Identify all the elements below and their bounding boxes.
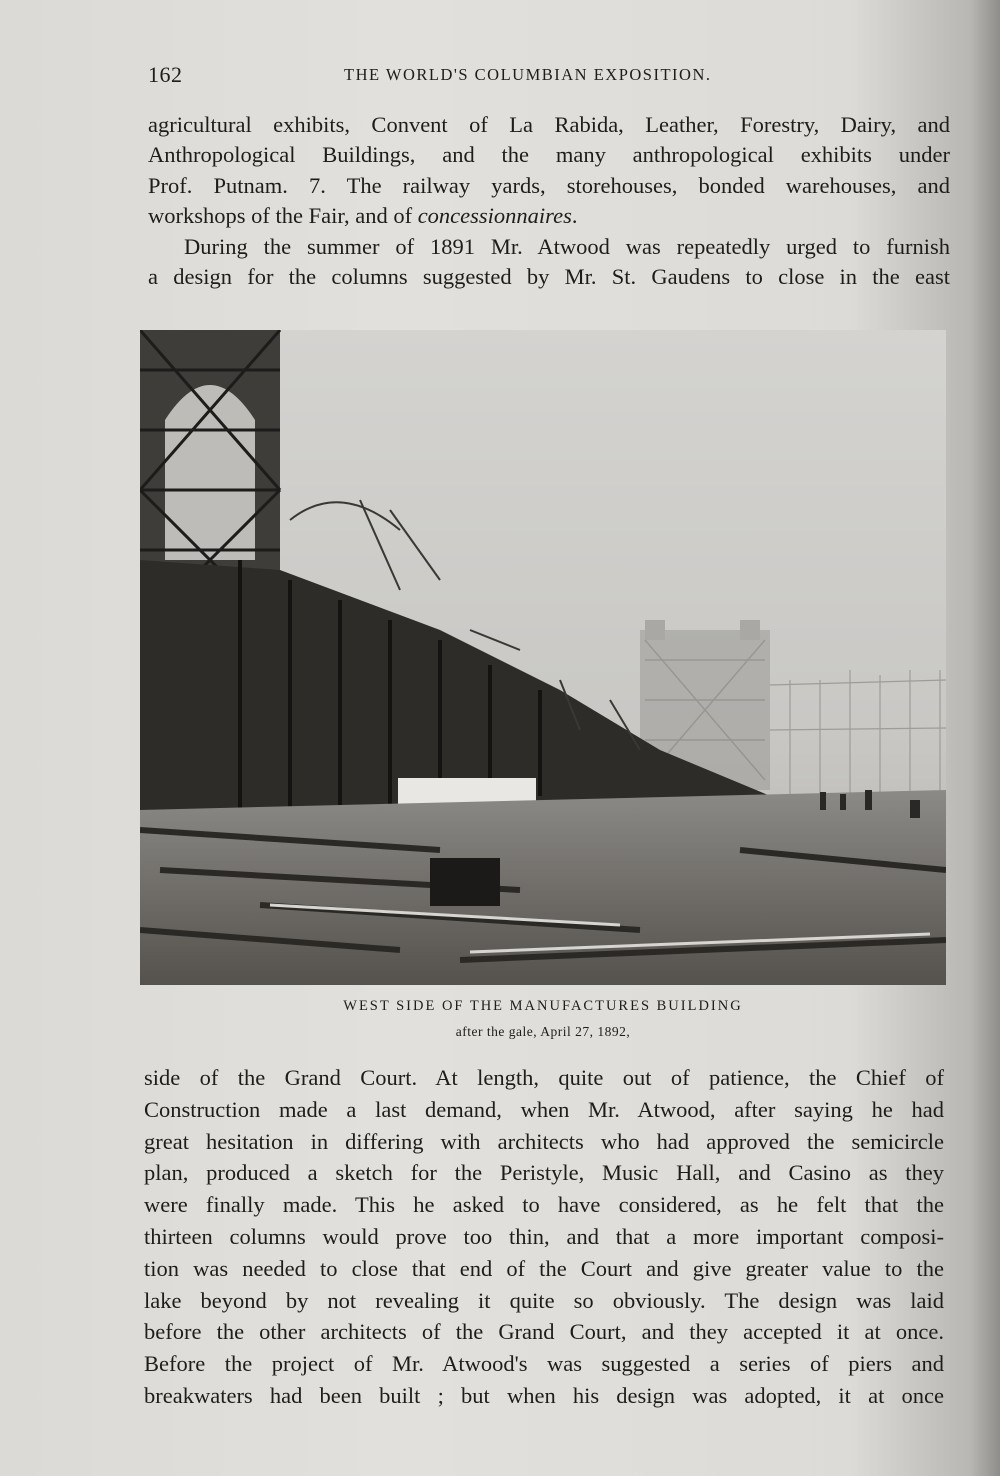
text-line: were finally made. This he asked to have considered, as he felt that the [144, 1192, 944, 1218]
text-line: Anthropological Buildings, and the many anthropological exhibits under [148, 142, 950, 168]
text-line: Construction made a last demand, when Mr. Atwood, after saying he had [144, 1096, 944, 1122]
text-line: a design for the columns suggested by Mr. St. Gaudens to close in the east [148, 264, 950, 290]
running-head [148, 62, 950, 90]
text-line: During the summer of 1891 Mr. Atwood was repeatedly urged to furnish [184, 234, 950, 259]
text-line: plan, produced a sketch for the Peristyle, Music Hall, and Casino as they [144, 1160, 944, 1186]
running-title: THE WORLD'S COLUMBIAN EXPOSITION. [344, 65, 712, 84]
text-line [148, 201, 950, 231]
paragraph-2 [148, 232, 950, 293]
text-line: before the other architects of the Grand Court, and they accepted it at once. [144, 1319, 944, 1345]
halftone-photograph [140, 330, 946, 985]
text-line: agricultural exhibits, Convent of La Rabida, Leather, Forestry, Dairy, and [148, 112, 950, 137]
text-line: breakwaters had been built ; but when his design was adopted, it at once [144, 1382, 944, 1408]
text-run: . [571, 202, 578, 228]
italic-term: concessionnaires [417, 202, 572, 228]
text-line: thirteen columns would prove too thin, and that a more important composi- [144, 1223, 944, 1249]
text-line: Prof. Putnam. 7. The railway yards, storehouses, bonded warehouses, and [148, 172, 950, 198]
text-line: great hesitation in differing with architects who had approved the semicircle [144, 1128, 944, 1154]
text-run: workshops of the Fair, and of [148, 202, 418, 228]
text-line: side of the Grand Court. At length, quite out of patience, the Chief of [144, 1065, 944, 1090]
lumber-debris-ground [140, 790, 946, 985]
paragraph-1 [148, 110, 950, 231]
figure-caption-subtitle: after the gale, April 27, 1892, [455, 1024, 631, 1039]
text-line: tion was needed to close that end of the Court and give greater value to the [144, 1255, 944, 1281]
page-number: 162 [148, 62, 183, 87]
figure-caption-title: WEST SIDE OF THE MANUFACTURES BUILDING [343, 998, 743, 1014]
text-line: lake beyond by not revealing it quite so obviously. The design was laid [144, 1287, 944, 1313]
photograph-rendering [140, 330, 946, 985]
text-line: Before the project of Mr. Atwood's was suggested a series of piers and [144, 1351, 944, 1377]
paragraph-3 [144, 1062, 944, 1412]
